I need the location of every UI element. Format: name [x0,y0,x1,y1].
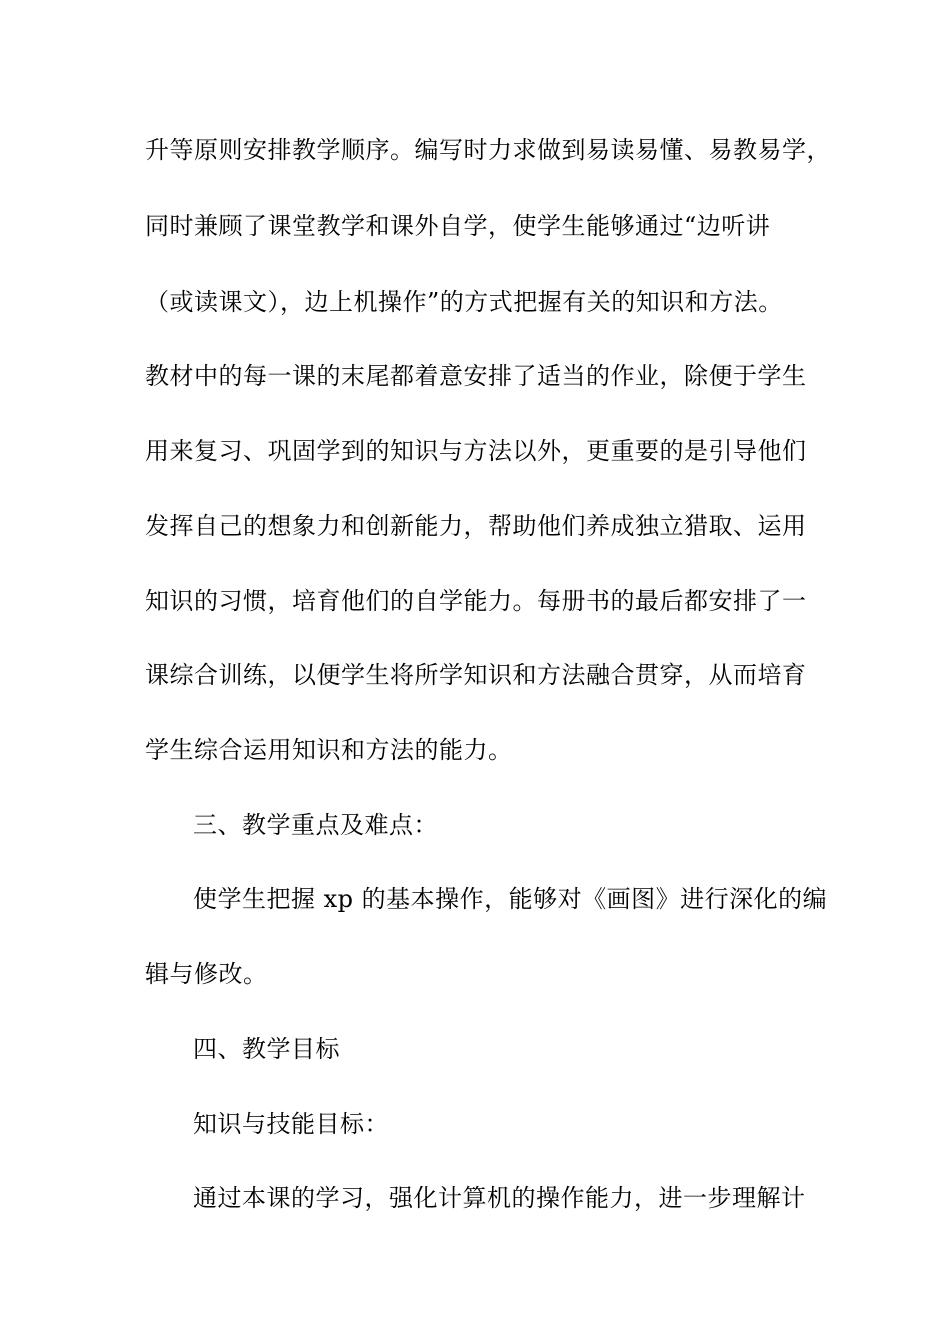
body-text-line: 课综合训练，以便学生将所学知识和方法融合贯穿，从而培育 [145,661,807,689]
section-heading: 四、教学目标 [193,1035,340,1063]
body-text-line: 通过本课的学习，强化计算机的操作能力，进一步理解计 [193,1184,806,1212]
section-heading: 三、教学重点及难点： [193,811,438,839]
subsection-heading: 知识与技能目标： [193,1110,389,1138]
body-text-line: 使学生把握 xp 的基本操作，能够对《画图》进行深化的编 [193,885,828,913]
body-text-line: （或读课文），边上机操作”的方式把握有关的知识和方法。 [145,288,783,316]
body-text-line: 同时兼顾了课堂教学和课外自学，使学生能够通过“边听讲 [145,212,771,240]
body-text-line: 升等原则安排教学顺序。编写时力求做到易读易懂、易教易学， [145,136,831,164]
body-text-line: 学生综合运用知识和方法的能力。 [145,736,513,764]
body-text-line: 发挥自己的想象力和创新能力，帮助他们养成独立猎取、运用 [145,512,807,540]
body-text-line: 知识的习惯，培育他们的自学能力。每册书的最后都安排了一 [145,587,807,615]
body-text-line: 教材中的每一课的末尾都着意安排了适当的作业，除便于学生 [145,362,807,390]
body-text-line: 用来复习、巩固学到的知识与方法以外，更重要的是引导他们 [145,437,807,465]
body-text-line: 辑与修改。 [145,960,268,988]
